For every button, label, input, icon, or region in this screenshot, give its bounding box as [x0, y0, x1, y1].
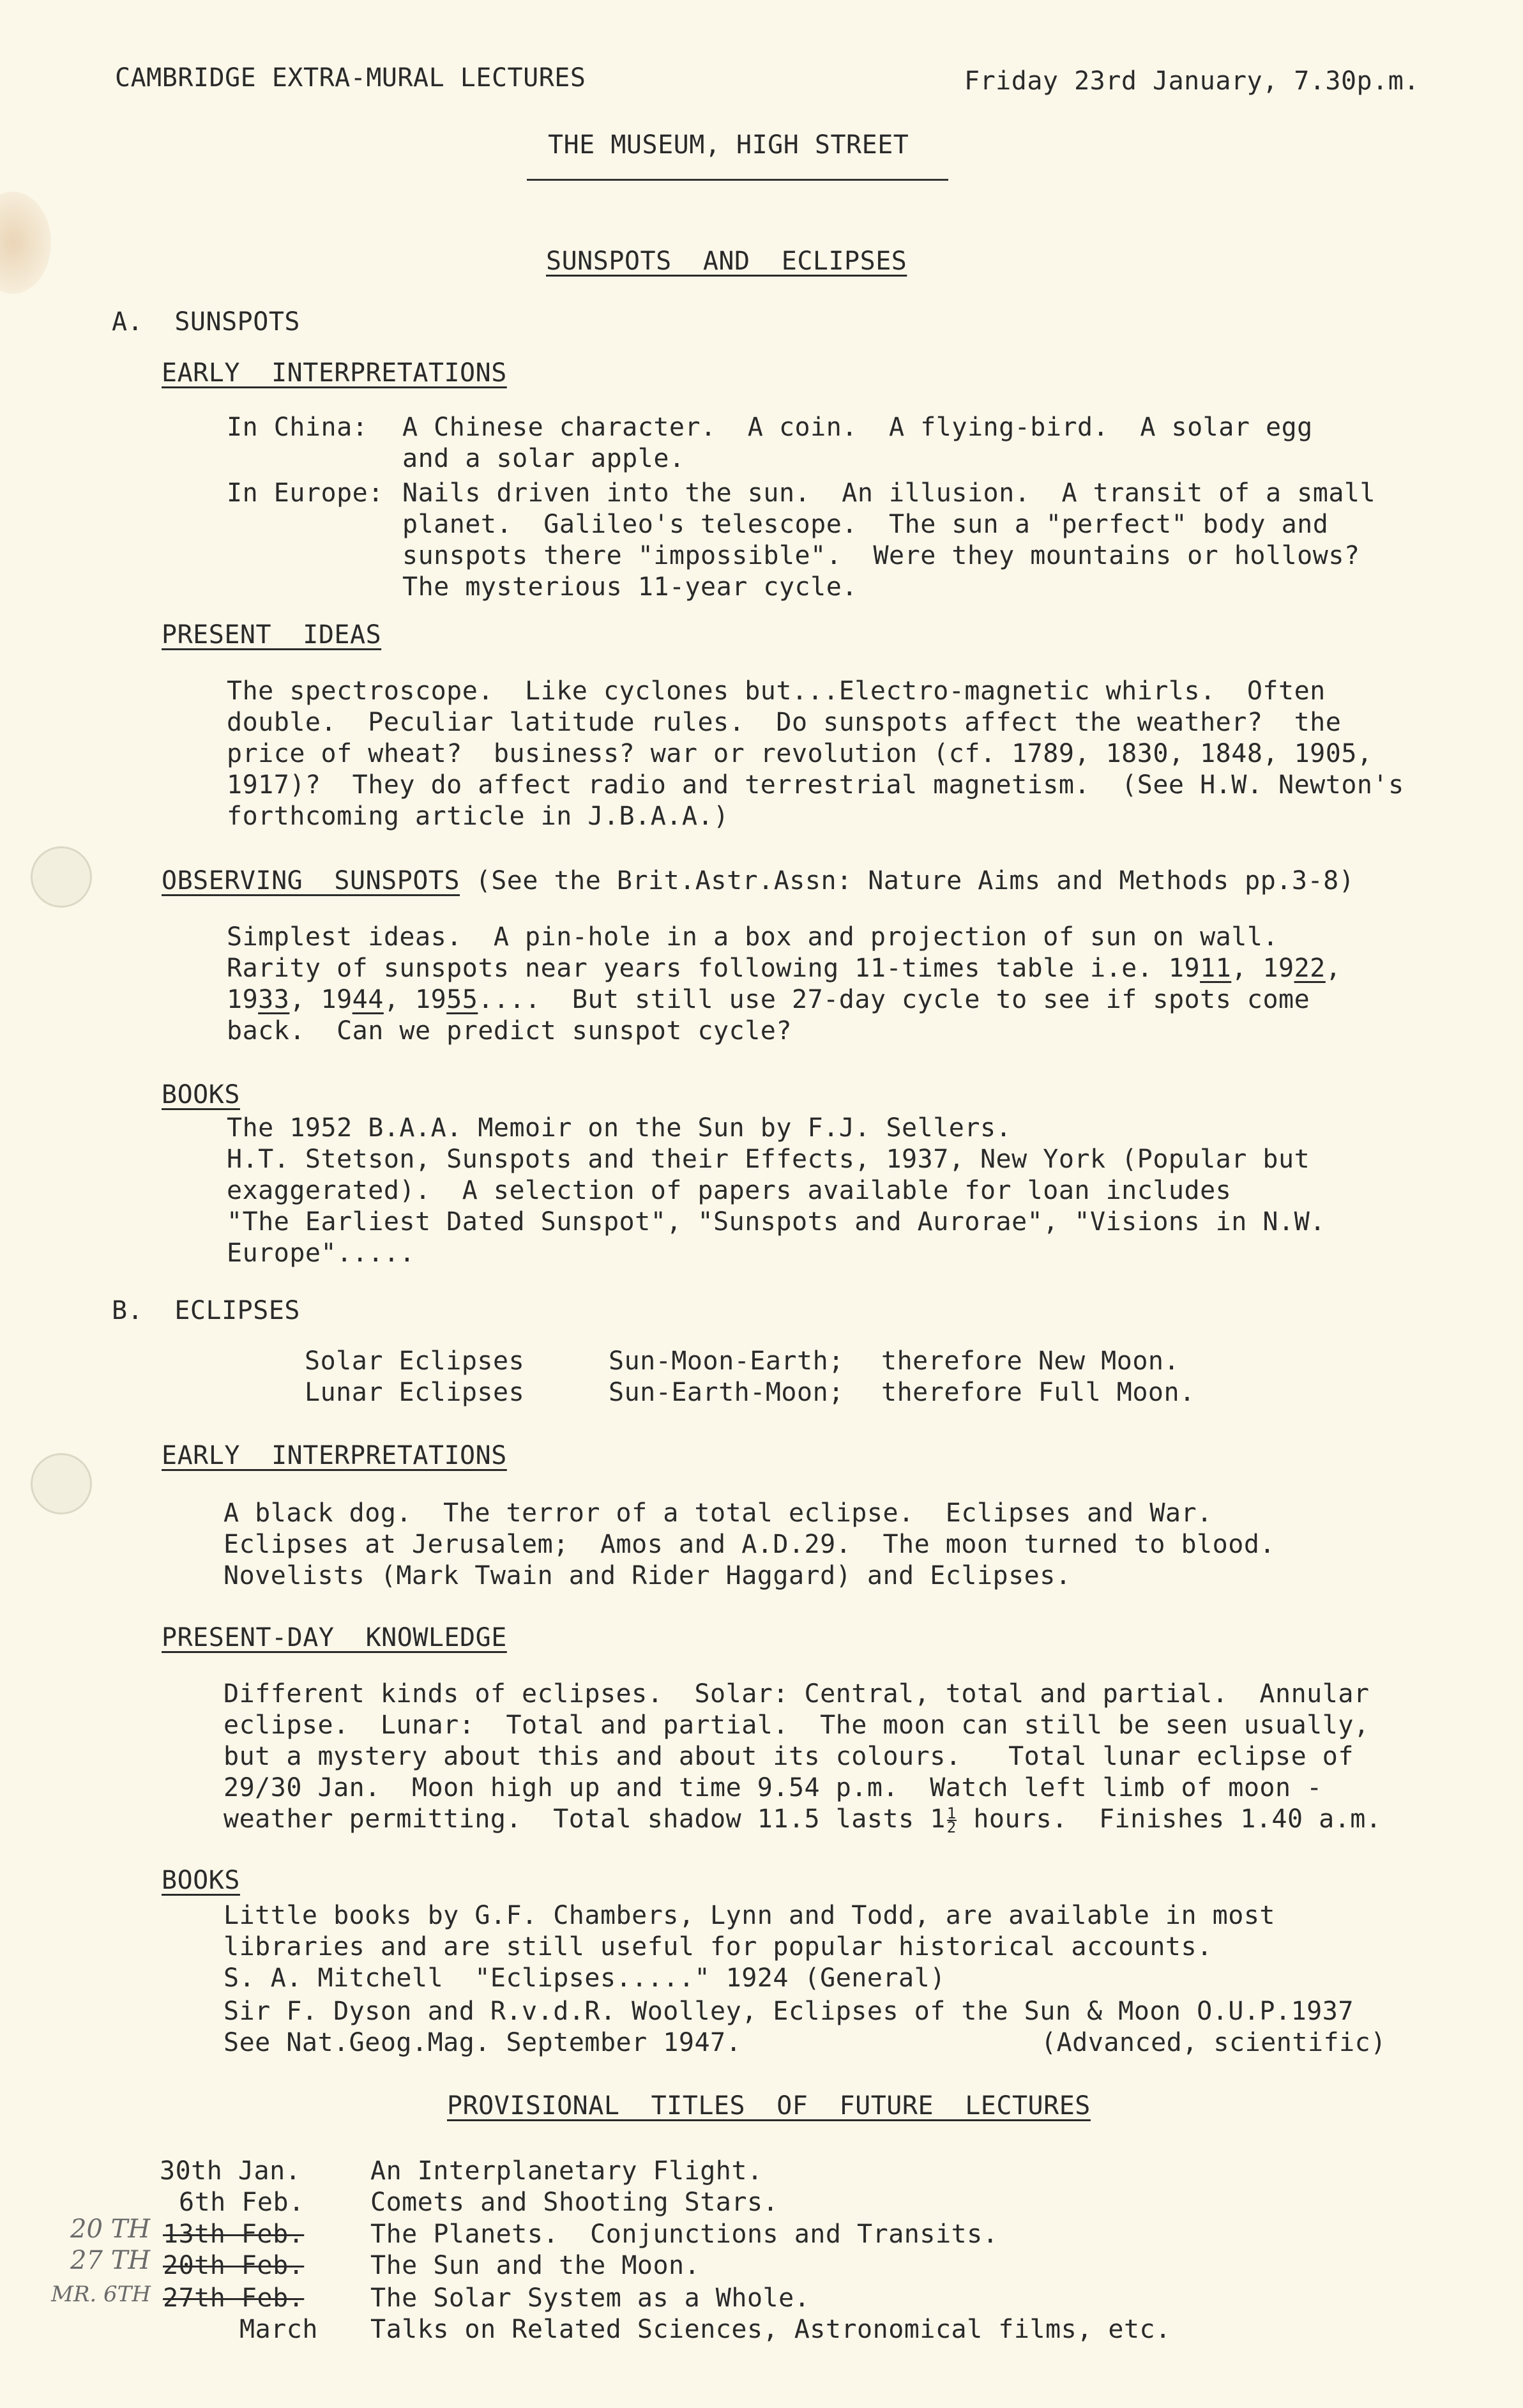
paper-stain	[0, 192, 51, 294]
europe-text-line: Nails driven into the sun. An illusion. A transit of a small	[402, 478, 1376, 508]
europe-text-line: sunspots there "impossible". Were they mountains or hollows?	[402, 541, 1360, 570]
b-present-line: Different kinds of eclipses. Solar: Central, total and partial. Annular	[224, 1679, 1370, 1709]
future-lectures-heading: PROVISIONAL TITLES OF FUTURE LECTURES	[447, 2091, 1091, 2121]
eclipse-type-order: Sun-Moon-Earth;	[609, 1346, 844, 1376]
a-present-heading: PRESENT IDEAS	[162, 620, 382, 650]
eclipse-type-name: Lunar Eclipses	[305, 1378, 525, 1407]
observing-reference: (See the Brit.Astr.Assn: Nature Aims and Methods pp.3-8)	[460, 866, 1355, 895]
handwritten-note: 20 TH	[70, 2214, 151, 2244]
observing-text: , 19	[289, 985, 352, 1014]
b-present-line: 29/30 Jan. Moon high up and time 9.54 p.m. Watch left limb of moon -	[224, 1773, 1322, 1802]
b-present-line: eclipse. Lunar: Total and partial. The moon can still be seen usually,	[224, 1711, 1370, 1740]
future-lecture-date-struck: 20th Feb.	[163, 2251, 305, 2280]
eclipse-type-result: therefore New Moon.	[881, 1346, 1180, 1376]
future-lecture-title: The Planets. Conjunctions and Transits.	[370, 2220, 999, 2249]
year-1922-suffix: 22	[1294, 954, 1326, 983]
present-ideas-line: price of wheat? business? war or revolution (cf. 1789, 1830, 1848, 1905,	[227, 739, 1373, 768]
b-present-heading: PRESENT-DAY KNOWLEDGE	[162, 1623, 507, 1652]
future-lecture-title: The Sun and the Moon.	[370, 2251, 701, 2280]
future-lecture-date: 6th Feb.	[179, 2188, 305, 2217]
future-lecture-title: Comets and Shooting Stars.	[370, 2188, 779, 2217]
a-book-line: H.T. Stetson, Sunspots and their Effects, 1937, New York (Popular but	[227, 1145, 1310, 1174]
b-book-line: libraries and are still useful for popular historical accounts.	[224, 1932, 1213, 1962]
europe-label: In Europe:	[227, 478, 384, 508]
punch-hole-upper	[31, 846, 92, 908]
venue: THE MUSEUM, HIGH STREET	[548, 130, 909, 160]
present-text: weather permitting. Total shadow 11.5 lasts 1	[224, 1804, 946, 1834]
eclipse-type-order: Sun-Earth-Moon;	[609, 1378, 844, 1407]
b-early-line: Eclipses at Jerusalem; Amos and A.D.29. The moon turned to blood.	[224, 1530, 1275, 1559]
china-label: In China:	[227, 413, 368, 442]
b-early-line: A black dog. The terror of a total eclipse. Eclipses and War.	[224, 1498, 1213, 1528]
b-books-heading: BOOKS	[162, 1866, 240, 1895]
observing-text: 19	[227, 985, 259, 1014]
observing-line	[227, 984, 1310, 1016]
b-present-line	[224, 1804, 1381, 1835]
eclipse-type-name: Solar Eclipses	[305, 1346, 525, 1376]
future-lecture-date-struck: 27th Feb.	[163, 2283, 305, 2313]
fraction-denominator: 2	[946, 1818, 957, 1836]
observing-text: Rarity of sunspots near years following 11-times table i.e. 19	[227, 954, 1201, 983]
a-early-heading: EARLY INTERPRETATIONS	[162, 358, 507, 388]
b-book-note: (Advanced, scientific)	[1041, 2028, 1386, 2057]
observing-heading-line	[162, 865, 1354, 897]
observing-line: back. Can we predict sunspot cycle?	[227, 1016, 792, 1046]
present-ideas-line: 1917)? They do affect radio and terrestrial magnetism. (See H.W. Newton's	[227, 770, 1404, 800]
observing-line	[227, 953, 1341, 984]
europe-text-line: The mysterious 11-year cycle.	[402, 572, 858, 602]
observing-text: .... But still use 27-day cycle to see if spots come	[478, 985, 1310, 1014]
future-lecture-title: An Interplanetary Flight.	[370, 2156, 763, 2186]
china-text-line: A Chinese character. A coin. A flying-bird. A solar egg	[402, 413, 1313, 442]
b-book-line: Sir F. Dyson and R.v.d.R. Woolley, Eclipses of the Sun & Moon O.U.P.1937	[224, 1997, 1354, 2026]
b-early-line: Novelists (Mark Twain and Rider Haggard) and Eclipses.	[224, 1561, 1072, 1590]
future-lecture-title: Talks on Related Sciences, Astronomical films, etc.	[370, 2315, 1171, 2344]
b-present-line: but a mystery about this and about its colours. Total lunar eclipse of	[224, 1742, 1354, 1771]
b-book-line: See Nat.Geog.Mag. September 1947.	[224, 2028, 742, 2057]
present-ideas-line: forthcoming article in J.B.A.A.)	[227, 802, 729, 831]
observing-text: ,	[1325, 954, 1342, 983]
lecture-date: Friday 23rd January, 7.30p.m.	[964, 66, 1420, 96]
year-1955-suffix: 55	[446, 985, 478, 1014]
section-b-heading: B. ECLIPSES	[112, 1296, 300, 1325]
a-book-line: Europe".....	[227, 1238, 415, 1268]
document-title: SUNSPOTS AND ECLIPSES	[546, 247, 907, 276]
one-half-fraction	[946, 1804, 957, 1836]
future-lecture-date-struck: 13th Feb.	[163, 2220, 305, 2249]
punch-hole-lower	[31, 1453, 92, 1514]
fraction-numerator: 1	[946, 1804, 957, 1822]
future-lecture-title: The Solar System as a Whole.	[370, 2283, 810, 2313]
b-book-line: Little books by G.F. Chambers, Lynn and Todd, are available in most	[224, 1901, 1275, 1930]
china-text-line: and a solar apple.	[402, 444, 685, 473]
a-observing-heading: OBSERVING SUNSPOTS	[162, 866, 460, 895]
year-1944-suffix: 44	[352, 985, 384, 1014]
b-early-heading: EARLY INTERPRETATIONS	[162, 1441, 507, 1470]
a-books-heading: BOOKS	[162, 1080, 240, 1109]
observing-text: , 19	[1231, 954, 1294, 983]
year-1933-suffix: 33	[258, 985, 290, 1014]
year-1911-suffix: 11	[1200, 954, 1232, 983]
observing-text: , 19	[383, 985, 447, 1014]
a-book-line: "The Earliest Dated Sunspot", "Sunspots and Aurorae", "Visions in N.W.	[227, 1207, 1326, 1237]
handwritten-note: MR. 6TH	[51, 2282, 151, 2307]
present-text: hours. Finishes 1.40 a.m.	[957, 1804, 1382, 1834]
handwritten-note: 27 TH	[70, 2246, 151, 2275]
b-book-line: S. A. Mitchell "Eclipses....." 1924 (General)	[224, 1963, 946, 1993]
venue-rule	[527, 179, 948, 181]
eclipse-type-result: therefore Full Moon.	[881, 1378, 1195, 1407]
observing-line: Simplest ideas. A pin-hole in a box and projection of sun on wall.	[227, 922, 1278, 952]
present-ideas-line: double. Peculiar latitude rules. Do sunspots affect the weather? the	[227, 708, 1342, 737]
section-a-heading: A. SUNSPOTS	[112, 307, 300, 337]
a-book-line: The 1952 B.A.A. Memoir on the Sun by F.J. Sellers.	[227, 1113, 1012, 1143]
present-ideas-line: The spectroscope. Like cyclones but...Electro-magnetic whirls. Often	[227, 676, 1326, 706]
org-name: CAMBRIDGE EXTRA-MURAL LECTURES	[115, 63, 586, 93]
future-lecture-date: 30th Jan.	[160, 2156, 301, 2186]
a-book-line: exaggerated). A selection of papers available for loan includes	[227, 1176, 1232, 1205]
europe-text-line: planet. Galileo's telescope. The sun a "perfect" body and	[402, 510, 1329, 539]
future-lecture-date: March	[239, 2315, 318, 2344]
